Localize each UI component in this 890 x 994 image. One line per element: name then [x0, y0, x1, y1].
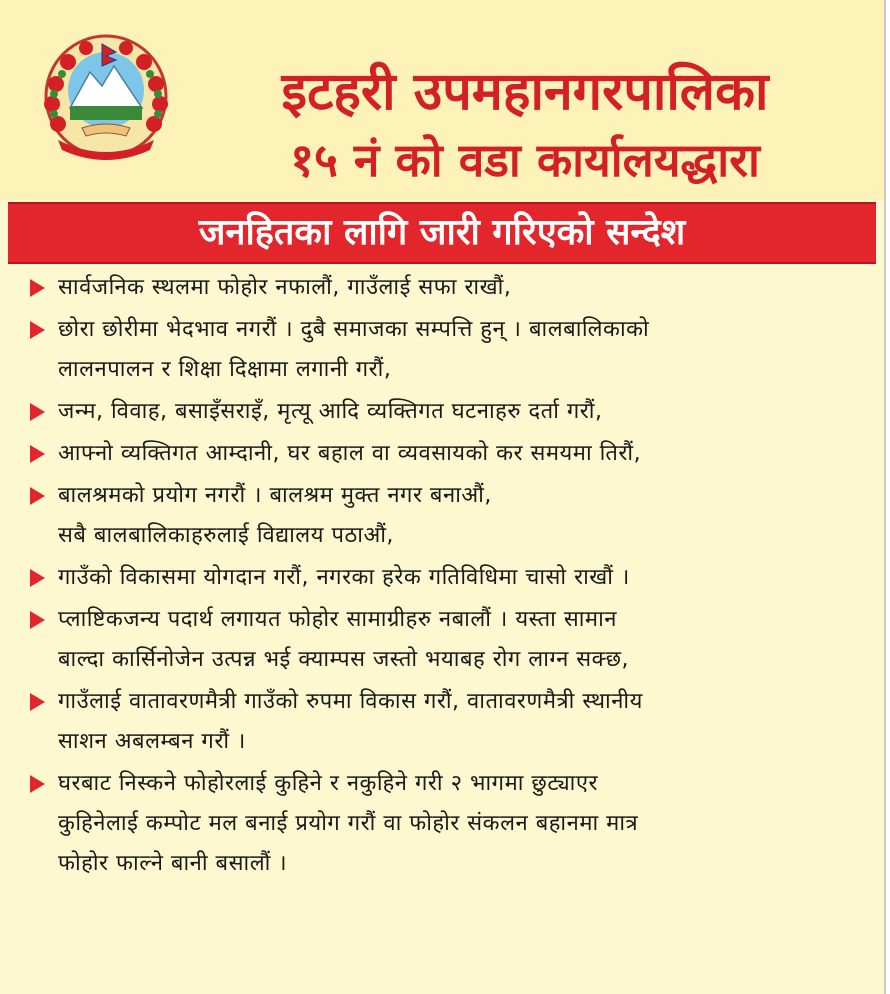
triangle-bullet-icon	[30, 321, 45, 339]
ward-office-title: १५ नं को वडा कार्यालयद्धारा	[290, 133, 760, 187]
message-line: लालनपालन र शिक्षा दिक्षामा लगानी गरौं,	[58, 357, 392, 382]
triangle-bullet-icon	[30, 403, 45, 421]
message-line: बालश्रमको प्रयोग नगरौं । बालश्रम मुक्त नगर बनाऔं,	[58, 483, 492, 508]
message-line: कुहिनेलाई कम्पोट मल बनाई प्रयोग गरौं वा फोहोर संकलन बहानमा मात्र	[58, 811, 639, 836]
municipality-title: इटहरी उपमहानगरपालिका	[281, 62, 769, 122]
message-line: प्लाष्टिकजन्य पदार्थ लगायत फोहोर सामाग्रीहरु नबालौं । यस्ता सामान	[58, 607, 618, 632]
message-line: गाउँलाई वातावरणमैत्री गाउँको रुपमा विकास गरौं, वातावरणमैत्री स्थानीय	[58, 689, 643, 714]
nepal-emblem-icon	[38, 32, 174, 168]
list-item	[0, 392, 884, 432]
triangle-bullet-icon	[30, 775, 45, 793]
list-item	[0, 268, 884, 308]
triangle-bullet-icon	[30, 611, 45, 629]
message-line: सबै बालबालिकाहरुलाई विद्यालय पठाऔं,	[58, 523, 394, 548]
list-item	[0, 310, 884, 390]
message-line: छोरा छोरीमा भेदभाव नगरौं । दुबै समाजका सम्पत्ति हुन् । बालबालिकाको	[58, 317, 650, 342]
list-item	[0, 476, 884, 556]
message-line: फोहोर फाल्ने बानी बसालौं ।	[58, 851, 288, 876]
message-line: साशन अबलम्बन गरौं ।	[58, 729, 246, 754]
triangle-bullet-icon	[30, 569, 45, 587]
message-banner	[8, 202, 876, 264]
message-line: बाल्दा कार्सिनोजेन उत्पन्न भई क्याम्पस जस्तो भयाबह रोग लाग्न सक्छ,	[58, 647, 629, 672]
message-line: सार्वजनिक स्थलमा फोहोर नफालौं, गाउँलाई सफा राखौं,	[58, 275, 512, 300]
message-line: गाउँको विकासमा योगदान गरौं, नगरका हरेक गतिविधिमा चासो राखौं ।	[58, 565, 630, 590]
message-line: जन्म, विवाह, बसाइँसराइँ, मृत्यू आदि व्यक्तिगत घटनाहरु दर्ता गरौं,	[58, 399, 603, 424]
list-item	[0, 764, 884, 884]
message-line: आफ्नो व्यक्तिगत आम्दानी, घर बहाल वा व्यवसायको कर समयमा तिरौं,	[58, 441, 642, 466]
list-item	[0, 434, 884, 474]
triangle-bullet-icon	[30, 445, 45, 463]
triangle-bullet-icon	[30, 487, 45, 505]
list-item	[0, 558, 884, 598]
banner-text: जनहितका लागि जारी गरिएको सन्देश	[198, 212, 686, 253]
message-line: घरबाट निस्कने फोहोरलाई कुहिने र नकुहिने गरी २ भागमा छुट्याएर	[58, 771, 599, 796]
triangle-bullet-icon	[30, 279, 45, 297]
list-item	[0, 600, 884, 680]
list-item	[0, 682, 884, 762]
triangle-bullet-icon	[30, 693, 45, 711]
poster-header	[0, 0, 884, 200]
